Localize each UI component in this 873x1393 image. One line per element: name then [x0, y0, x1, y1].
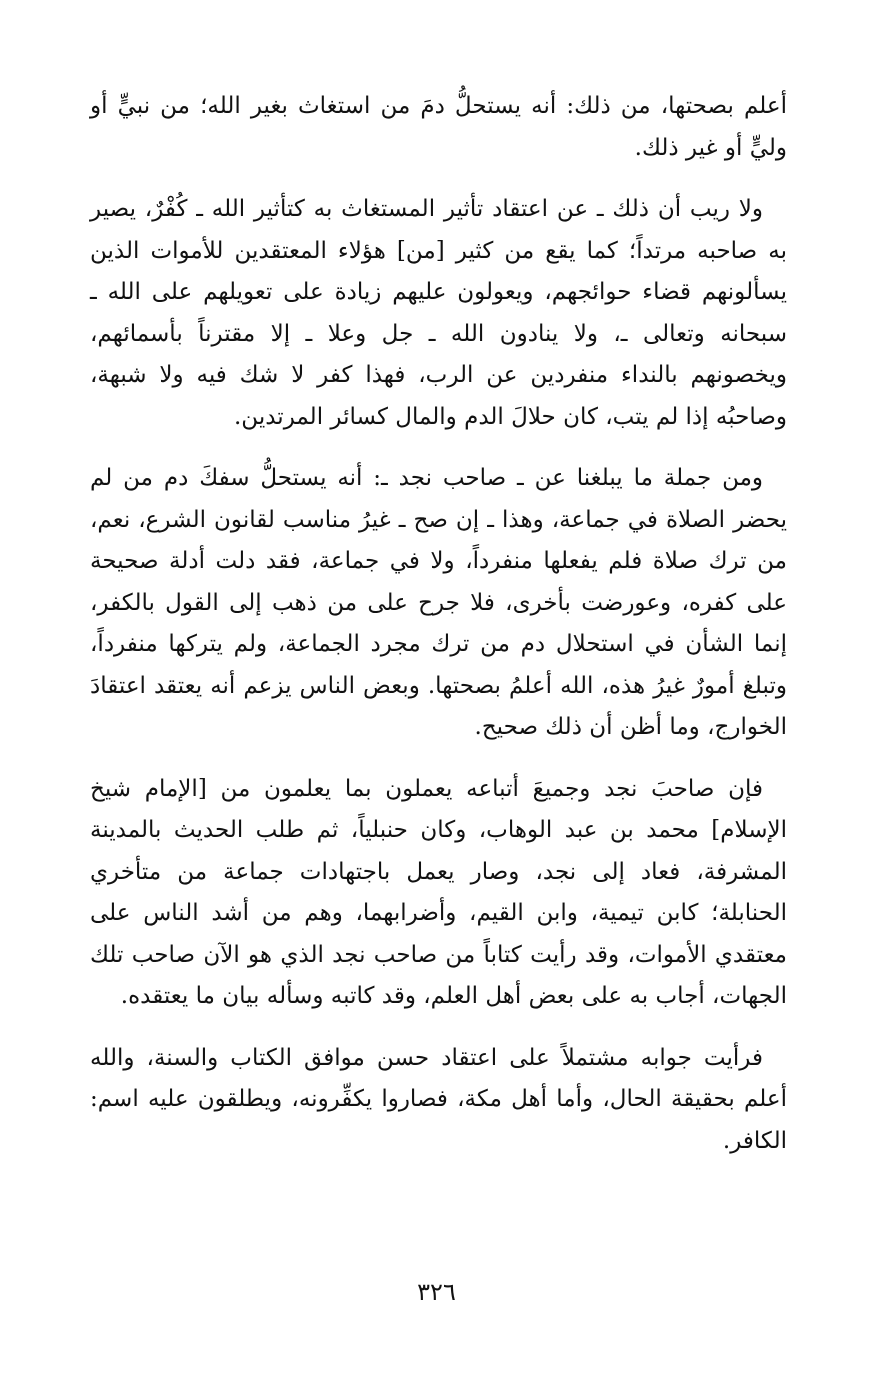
paragraph-1: أعلم بصحتها، من ذلك: أنه يستحلُّ دمَ من استغاث بغير الله؛ من نبيٍّ أو وليٍّ أو غير ذلك. [90, 93, 787, 161]
paragraph-2: ولا ريب أن ذلك ـ عن اعتقاد تأثير المستغاث به كتأثير الله ـ كُفْرٌ، يصير به صاحبه مرتداً؛ كما يقع من كثير [من] هؤلاء المعتقدين للأموات الذين يسألونهم قضاء حوائجهم، ويعولون عليهم زيادة على تعويلهم على الله ـ سبحانه وتعالى ـ، ولا ينادون الله ـ جل وعلا ـ إلا مقترناً بأسمائهم، ويخصونهم بالنداء منفردين عن الرب، فهذا كفر لا شك فيه ولا شبهة، وصاحبُه إذا لم يتب، كان حلالَ الدم والمال كسائر المرتدين. [90, 196, 787, 430]
paragraph-4: فإن صاحبَ نجد وجميعَ أتباعه يعملون بما يعلمون من [الإمام شيخ الإسلام] محمد بن عبد الوهاب، وكان حنبلياً، ثم طلب الحديث بالمدينة المشرفة، فعاد إلى نجد، وصار يعمل باجتهادات جماعة من متأخري الحنابلة؛ كابن تيمية، وابن القيم، وأضرابهما، وهم من أشد الناس على معتقدي الأموات، وقد رأيت كتاباً من صاحب نجد الذي هو الآن صاحب تلك الجهات، أجاب به على بعض أهل العلم، وقد كاتبه وسأله بيان ما يعتقده. [90, 775, 787, 1009]
paragraph-3: ومن جملة ما يبلغنا عن ـ صاحب نجد ـ: أنه يستحلُّ سفكَ دم من لم يحضر الصلاة في جماعة، وهذا ـ إن صح ـ غيرُ مناسب لقانون الشرع، نعم، من ترك صلاة فلم يفعلها منفرداً، ولا في جماعة، فقد دلت أدلة صحيحة على كفره، وعورضت بأخرى، فلا جرح على من ذهب إلى القول بالكفر، إنما الشأن في استحلال دم من ترك مجرد الجماعة، ولم يتركها منفرداً، وتبلغ أمورٌ غيرُ هذه، الله أعلمُ بصحتها. وبعض الناس يزعم أنه يعتقد اعتقادَ الخوارج، وما أظن أن ذلك صحيح. [90, 465, 787, 740]
paragraph-5: فرأيت جوابه مشتملاً على اعتقاد حسن موافق الكتاب والسنة، والله أعلم بحقيقة الحال، وأما أهل مكة، فصاروا يكفِّرونه، ويطلقون عليه اسم: الكافر. [90, 1044, 787, 1154]
body-text [90, 86, 787, 1182]
page-number: ٣٢٦ [417, 1278, 456, 1306]
